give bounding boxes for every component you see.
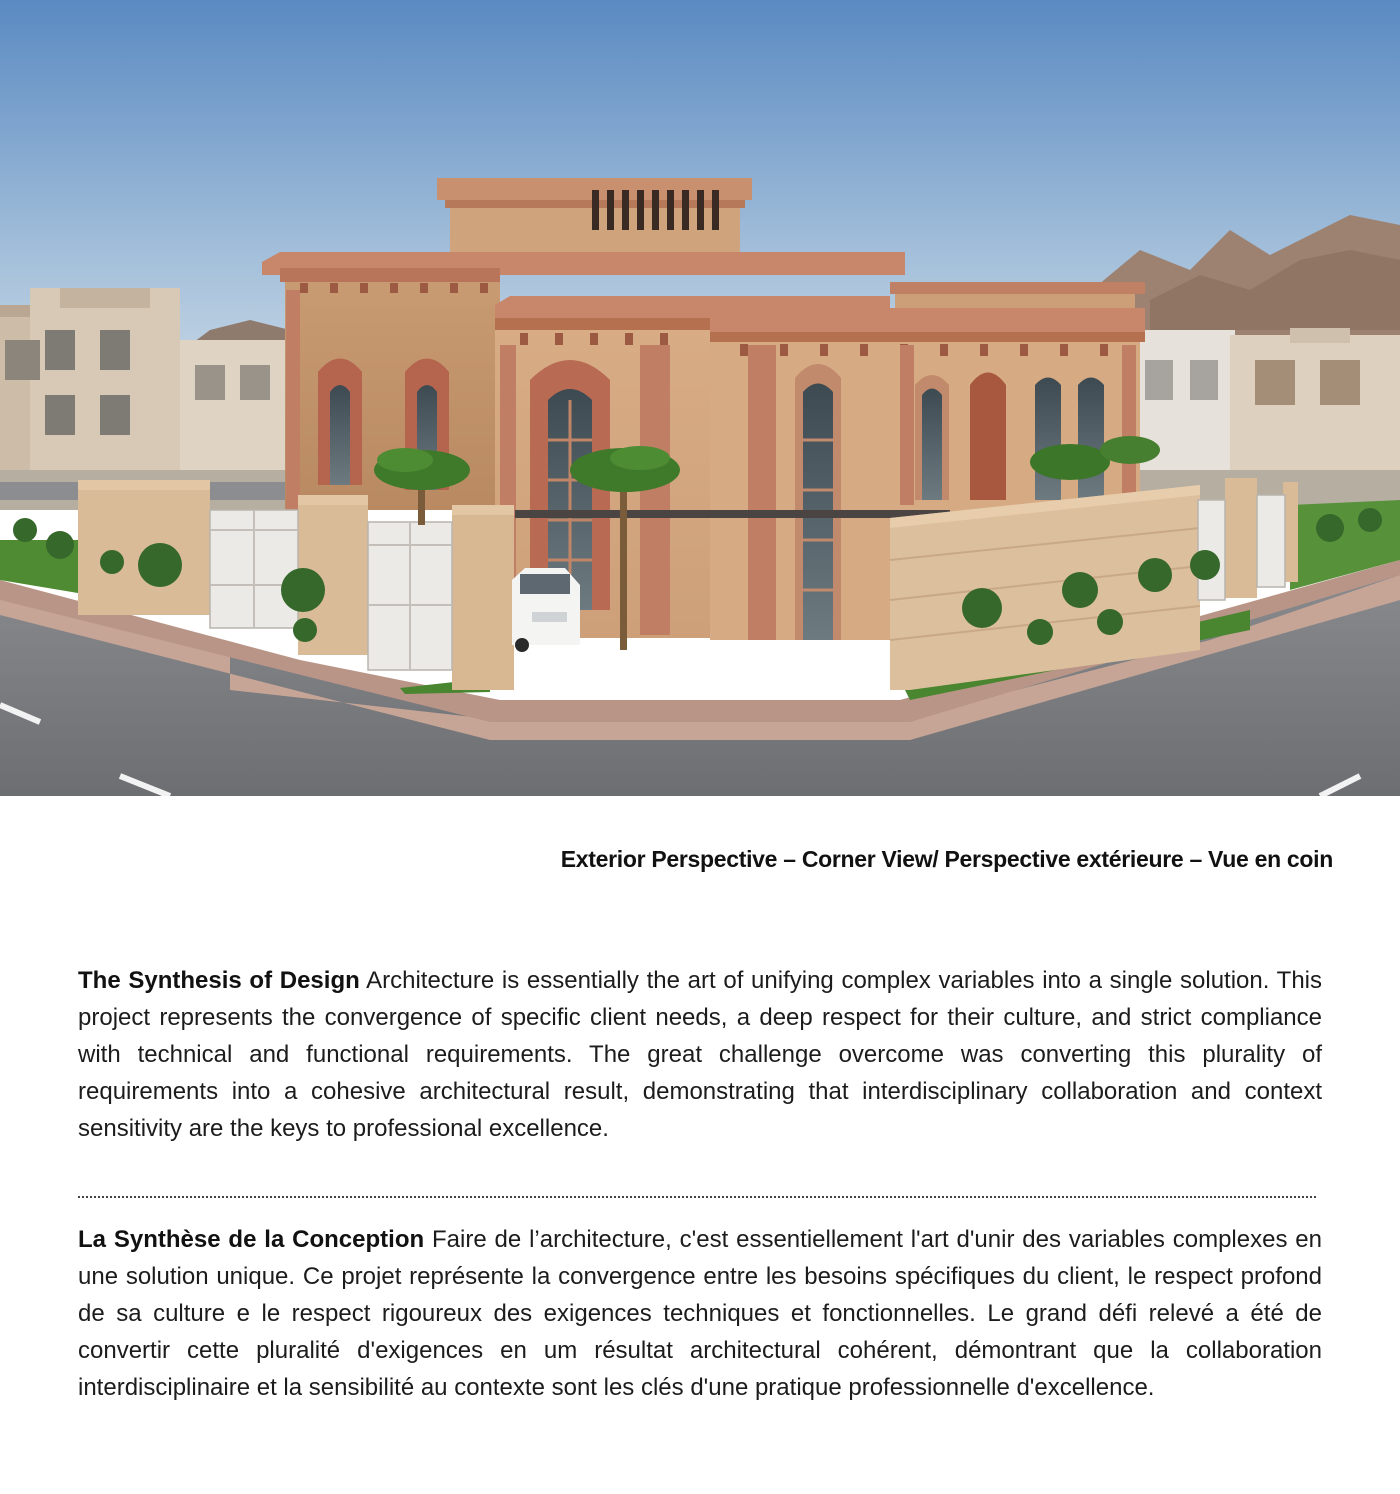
bg-building-5 <box>1230 335 1400 480</box>
section-title-english: The Synthesis of Design <box>78 967 360 994</box>
car <box>512 568 580 652</box>
section-body-english: Architecture is essentially the art of unifying complex variables into a single solution. This project represents the convergence of specific client needs, a deep respect for their culture, and strict compliance with technical and functional requirements. The great challenge overcome was converting this plurality of requirements into a cohesive architectural result, demonstrating that interdisciplinary collaboration and context sensitivity are the keys to professional excellence. <box>78 967 1322 1142</box>
cornice-right <box>710 308 1145 332</box>
section-body-french: Faire de l’architecture, c'est essentiellement l'art d'unir des variables complexes en une solution unique. Ce projet représente la convergence entre les besoins spécifiques du client, le respect profond de sa culture e le respect rigoureux des exigences techniques et fonctionnelles. Le grand défi relevé a été de convertir cette pluralité d'exigences en um résultat architectural cohérent, démontrant que la collaboration interdisciplinaire et la sensibilité au contexte sont les clés d'une pratique professionnelle d'excellence. <box>78 1226 1322 1401</box>
pergola-beam <box>515 510 950 518</box>
section-title-french: La Synthèse de la Conception <box>78 1226 425 1253</box>
bg-building-3 <box>180 340 285 470</box>
paragraph-french <box>78 1221 1322 1406</box>
paragraph-english <box>78 962 1322 1147</box>
dotted-separator <box>78 1196 1316 1198</box>
figure-caption: Exterior Perspective – Corner View/ Perspective extérieure – Vue en coin <box>560 846 1333 872</box>
rooftop-louvers <box>592 190 719 230</box>
bg-building-2 <box>30 288 180 473</box>
